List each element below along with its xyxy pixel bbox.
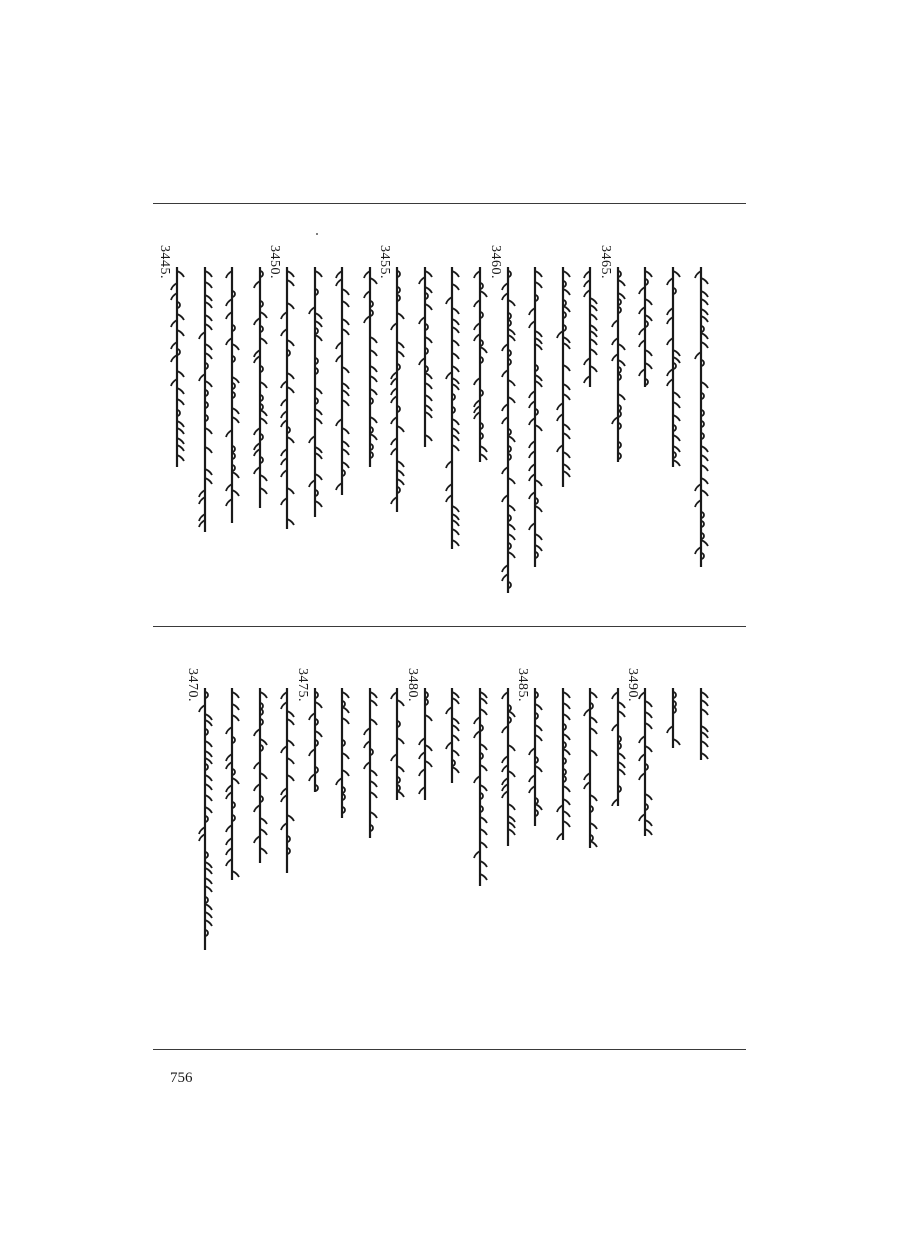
verse-number: 3465. [598, 245, 613, 279]
verse-line-script [334, 688, 350, 818]
top-rule [153, 203, 746, 204]
verse-line-script [693, 688, 709, 760]
verse-line-script [693, 267, 709, 567]
verse-line-script [279, 267, 295, 529]
verse-panel-bottom [153, 628, 746, 1047]
verse-line-script [389, 688, 405, 800]
verse-line-script [582, 688, 598, 848]
verse-line-script [389, 267, 405, 512]
verse-number: 3445. [157, 245, 172, 279]
verse-line-script [665, 267, 681, 467]
verse-line-script [637, 688, 653, 836]
verse-column [680, 205, 714, 624]
verse-line-script [279, 688, 295, 873]
stray-dot [316, 233, 318, 235]
verse-number: 3460. [488, 245, 503, 279]
verse-line-script [444, 267, 460, 549]
verse-line-script [665, 688, 681, 748]
verse-number: 3455. [377, 245, 392, 279]
verse-line-script [169, 267, 185, 467]
verse-column [680, 628, 714, 1047]
verse-number: 3480. [405, 668, 420, 702]
verse-number: 3450. [267, 245, 282, 279]
verse-number: 3475. [295, 668, 310, 702]
verse-line-script [527, 688, 543, 826]
page-number: 756 [170, 1070, 193, 1086]
verse-line-script [444, 688, 460, 783]
verse-line-script [224, 688, 240, 880]
verse-number: 3470. [185, 668, 200, 702]
verse-panel-top [153, 205, 746, 624]
bottom-rule [153, 1049, 746, 1050]
verse-line-script [582, 267, 598, 387]
verse-line-script [334, 267, 350, 495]
verse-line-script [527, 267, 543, 567]
verse-line-script [637, 267, 653, 387]
verse-number: 3490. [625, 668, 640, 702]
verse-line-script [472, 267, 488, 462]
middle-rule [153, 626, 746, 627]
verse-number: 3485. [515, 668, 530, 702]
verse-line-script [224, 267, 240, 523]
verse-line-script [472, 688, 488, 886]
